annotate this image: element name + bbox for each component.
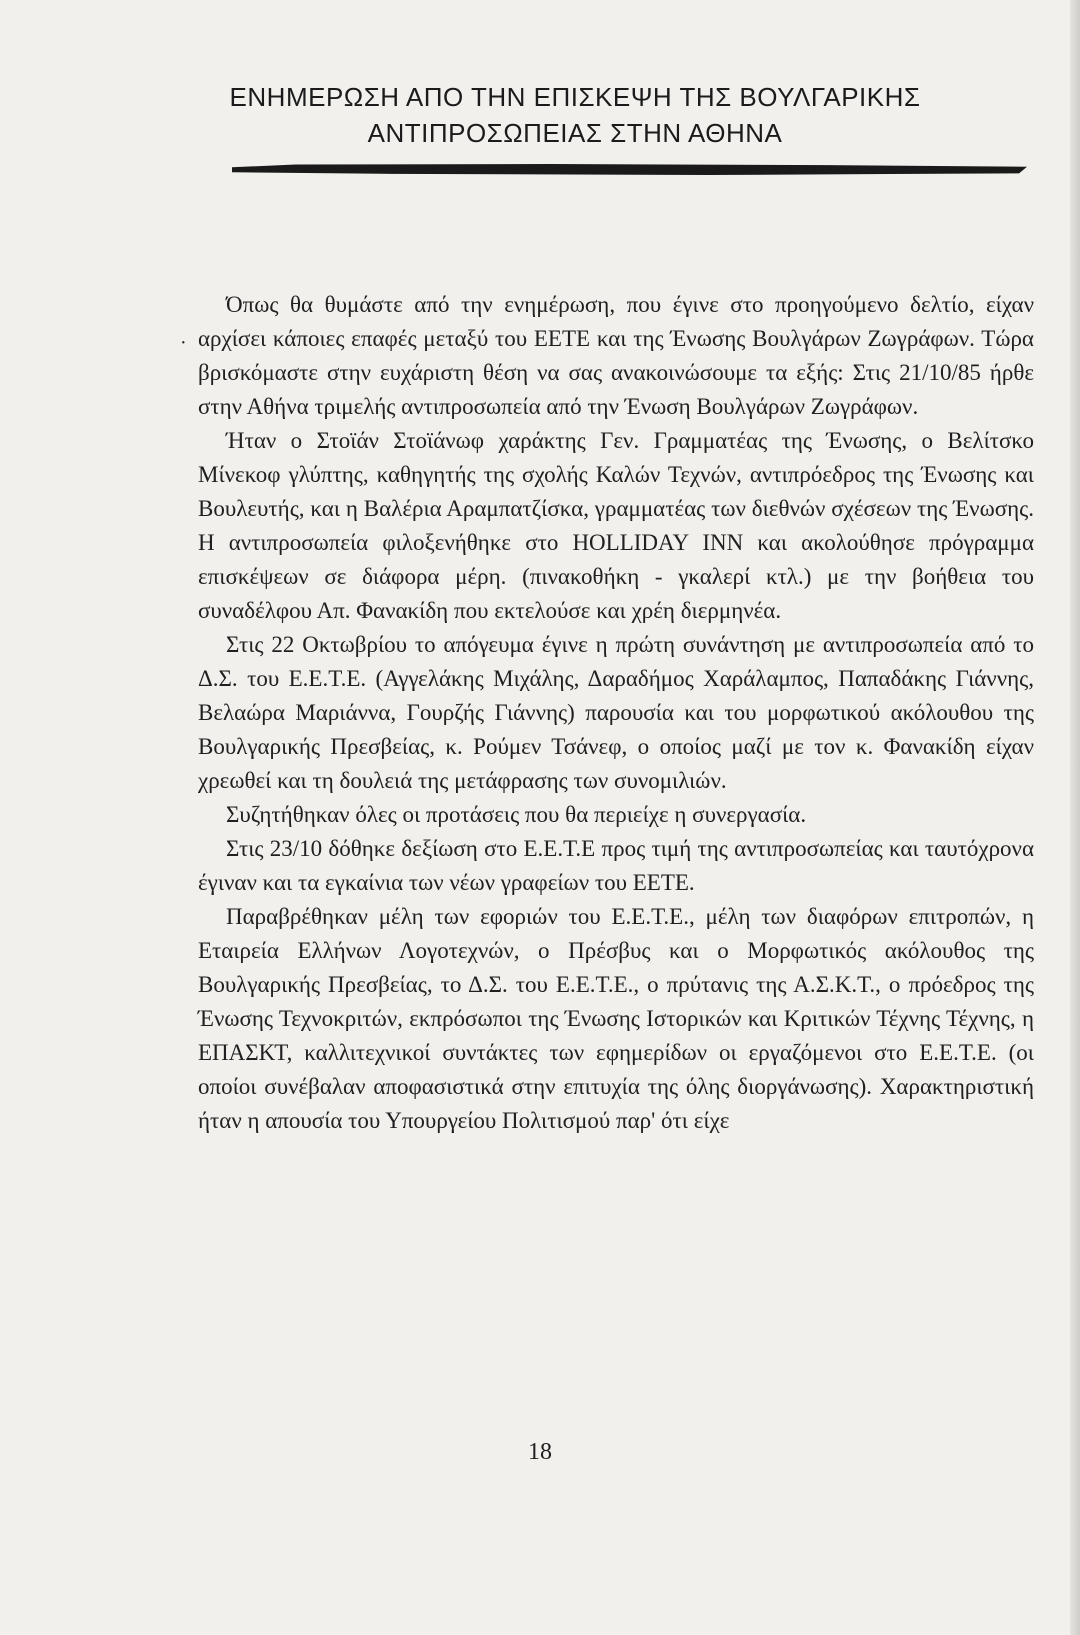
page-edge-shadow xyxy=(1070,0,1080,1635)
paragraph-5: Στις 23/10 δόθηκε δεξίωση στο Ε.Ε.Τ.Ε προς τιμή της αντιπροσωπείας και ταυτόχρονα έγιναν και τα εγκαίνια των νέων γραφείων του ΕΕΤΕ. xyxy=(198,836,1034,895)
page-number: 18 xyxy=(528,1439,552,1465)
title-underline-rule xyxy=(232,164,1027,175)
paragraph-3: Στις 22 Οκτωβρίου το απόγευμα έγινε η πρώτη συνάντηση με αντιπροσωπεία από το Δ.Σ. του Ε.Ε.Τ.Ε. (Αγγελάκης Μιχάλης, Δαραδήμος Χαράλαμπος, Παπαδάκης Γιάννης, Βελαώρα Μαριάννα, Γουρζής Γιάννης) παρουσία και του μορφωτικού ακόλουθου της Βουλγαρικής Πρεσβείας, κ. Ρούμεν Τσάνεφ, ο οποίος μαζί με τον κ. Φανακίδη είχαν χρεωθεί και τη δουλειά της μετάφρασης των συνομιλιών. xyxy=(198,632,1034,793)
paragraph-2: Ήταν ο Στοϊάν Στοϊάνωφ χαράκτης Γεν. Γραμματέας της Ένωσης, ο Βελίτσκο Μίνεκοφ γλύπτης, καθηγητής της σχολής Καλών Τεχνών, αντιπρόεδρος της Ένωσης και Βουλευτής, και η Βαλέρια Αραμπατζίσκα, γραμματέας των διεθνών σχέσεων της Ένωσης. Η αντιπροσωπεία φιλοξενήθηκε στο HOLLIDAY INN και ακολούθησε πρόγραμμα επισκέψεων σε διάφορα μέρη. (πινακοθήκη - γκαλερί κτλ.) με την βοήθεια του συναδέλφου Απ. Φανακίδη που εκτελούσε και χρέη διερμηνέα. xyxy=(198,428,1034,623)
paragraph-4: Συζητήθηκαν όλες οι προτάσεις που θα περιείχε η συνεργασία. xyxy=(226,802,807,827)
margin-mark: · xyxy=(180,332,187,354)
article-title-line-1: ΕΝΗΜΕΡΩΣΗ ΑΠΟ ΤΗΝ ΕΠΙΣΚΕΨΗ ΤΗΣ ΒΟΥΛΓΑΡΙΚΗΣ xyxy=(229,82,921,112)
paragraph-6: Παραβρέθηκαν μέλη των εφοριών του Ε.Ε.Τ.Ε., μέλη των διαφόρων επιτροπών, η Εταιρεία Ελλήνων Λογοτεχνών, ο Πρέσβυς και ο Μορφωτικός ακόλουθος της Βουλγαρικής Πρεσβείας, το Δ.Σ. του Ε.Ε.Τ.Ε., ο πρύτανις της Α.Σ.Κ.Τ., ο πρόεδρος της Ένωσης Τεχνοκριτών, εκπρόσωποι της Ένωσης Ιστορικών και Κριτικών Τέχνης Τέχνης, η ΕΠΑΣΚΤ, καλλιτεχνικοί συντάκτες των εφημερίδων οι εργαζόμενοι στο Ε.Ε.Τ.Ε. (οι οποίοι συνέβαλαν αποφασιστικά στην επιτυχία της όλης διοργάνωσης). Χαρακτηριστική ήταν η απουσία του Υπουργείου Πολιτισμού παρ' ότι είχε xyxy=(198,904,1034,1133)
article-title-line-2: ΑΝΤΙΠΡΟΣΩΠΕΙΑΣ ΣΤΗΝ ΑΘΗΝΑ xyxy=(367,118,783,148)
paragraph-1: Όπως θα θυμάστε από την ενημέρωση, που έγινε στο προηγούμενο δελτίο, είχαν αρχίσει κάποιες επαφές μεταξύ του ΕΕΤΕ και της Ένωσης Βουλγάρων Ζωγράφων. Τώρα βρισκόμαστε στην ευχάριστη θέση να σας ανακοινώσουμε τα εξής: Στις 21/10/85 ήρθε στην Αθήνα τριμελής αντιπροσωπεία από την Ένωση Βουλγάρων Ζωγράφων. xyxy=(198,292,1034,419)
article-body xyxy=(198,288,1034,1138)
